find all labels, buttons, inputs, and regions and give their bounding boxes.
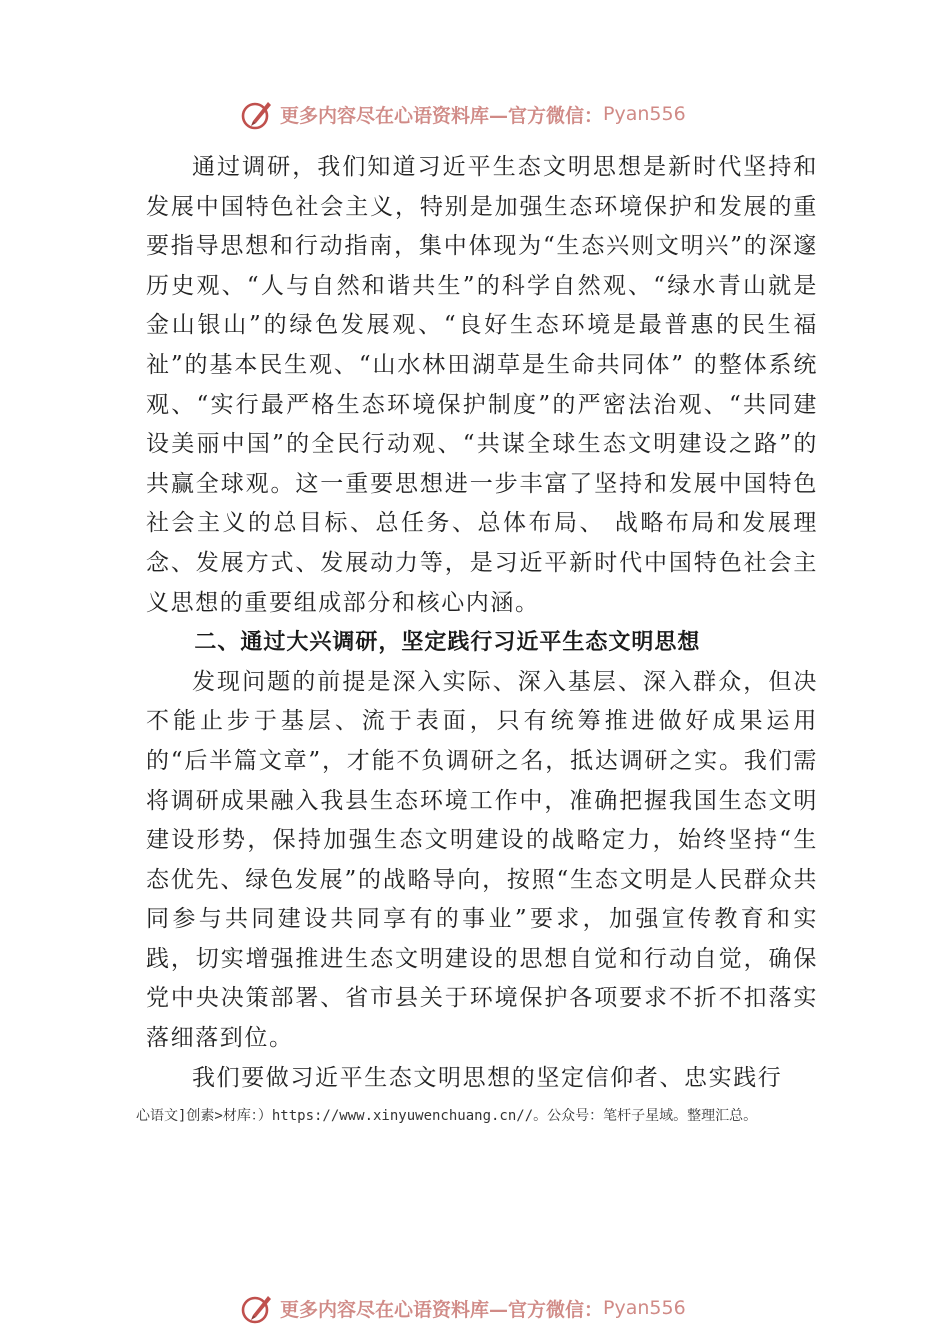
wechat-id: Pyan556 xyxy=(603,1297,686,1319)
paragraph-1: 通过调研，我们知道习近平生态文明思想是新时代坚持和发展中国特色社会主义，特别是加强生态环境保护和发展的重要指导思想和行动指南，集中体现为“生态兴则文明兴”的深邃历史观、“人与自然和谐共生”的科学自然观、“绿水青山就是金山银山”的绿色发展观、“良好生态环境是最普惠的民生福祉”的基本民生观、“山水林田湖草是生命共同体” 的整体系统观、“实行最严格生态环境保护制度”的严密法治观、“共同建设美丽中国”的全民行动观、“共谋全球生态文明建设之路”的共赢全球观。这一重要思想进一步丰富了坚持和发展中国特色社会主义的总目标、总任务、总体布局、 战略布局和发展理念、发展方式、发展动力等，是习近平新时代中国特色社会主义思想的重要组成部分和核心内涵。 xyxy=(146,154,818,616)
section-heading: 二、通过大兴调研，坚定践行习近平生态文明思想 xyxy=(194,630,701,656)
quill-pen-logo-icon xyxy=(240,97,274,131)
quill-pen-logo-icon xyxy=(240,1291,274,1325)
banner-text: 更多内容尽在心语资料库—官方微信： xyxy=(280,104,604,127)
document-body xyxy=(146,148,818,1098)
paragraph-3: 我们要做习近平生态文明思想的坚定信仰者、忠实践行 xyxy=(192,1064,783,1091)
footer-banner xyxy=(240,1290,760,1326)
paragraph-2: 发现问题的前提是深入实际、深入基层、深入群众，但决不能止步于基层、流于表面，只有统筹推进做好成果运用的“后半篇文章”，才能不负调研之名，抵达调研之实。我们需将调研成果融入我县生态环境工作中，准确把握我国生态文明建设形势，保持加强生态文明建设的战略定力，始终坚持“生态优先、绿色发展”的战略导向，按照“生态文明是人民群众共同参与共同建设共同享有的事业”要求，加强宣传教育和实践，切实增强推进生态文明建设的思想自觉和行动自觉，确保党中央决策部署、省市县关于环境保护各项要求不折不扣落实落细落到位。 xyxy=(146,668,818,1052)
banner-text: 更多内容尽在心语资料库—官方微信： xyxy=(280,1298,604,1321)
source-footnote: 心语文]创素>材库：）https://www.xinyuwenchuang.cn//。公众号：笔杆子星域。整理汇总。 xyxy=(136,1108,758,1124)
wechat-id: Pyan556 xyxy=(603,103,686,125)
header-banner xyxy=(240,96,760,132)
